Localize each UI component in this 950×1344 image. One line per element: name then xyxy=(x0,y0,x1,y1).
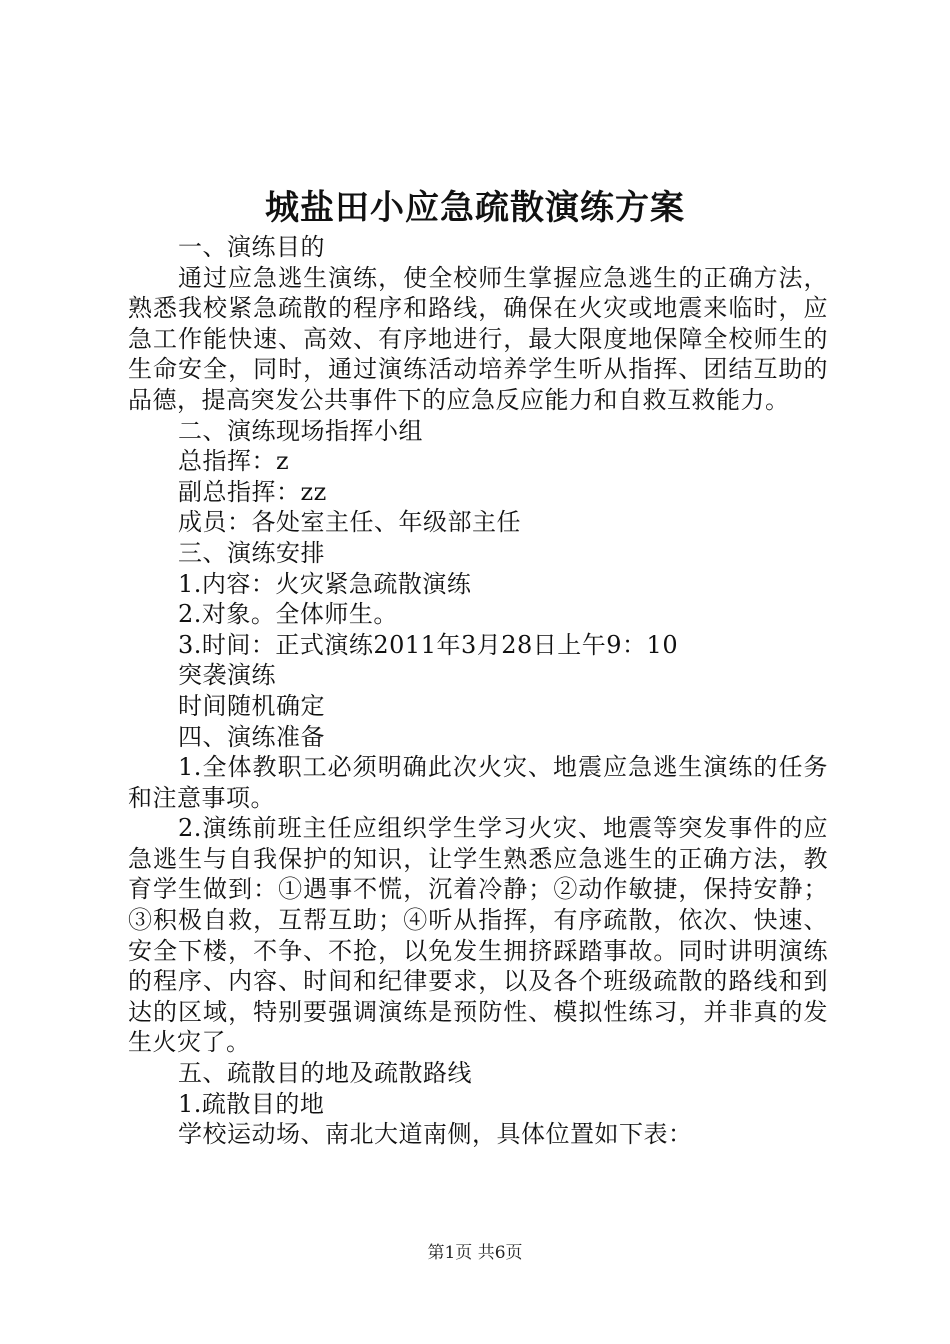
commander-line: 总指挥：z xyxy=(178,447,290,476)
destination-text: 学校运动场、南北大道南侧，具体位置如下表： xyxy=(178,1120,693,1149)
arrangement-content: 1.内容：火灾紧急疏散演练 xyxy=(178,569,472,598)
section-heading-5: 五、疏散目的地及疏散路线 xyxy=(178,1059,472,1088)
deputy-commander-line: 副总指挥：zz xyxy=(178,477,327,506)
section-heading-1: 一、演练目的 xyxy=(178,233,325,261)
page-footer: 第1页 共6页 xyxy=(427,1243,523,1263)
arrangement-target: 2.对象。全体师生。 xyxy=(178,600,398,629)
section-heading-4: 四、演练准备 xyxy=(178,722,325,751)
document-title: 城盐田小应急疏散演练方案 xyxy=(265,188,685,228)
section-heading-3: 三、演练安排 xyxy=(178,538,325,567)
preparation-item-1: 1.全体教职工必须明确此次火灾、地震应急逃生演练的任务和注意事项。 xyxy=(128,753,828,812)
section-heading-2: 二、演练现场指挥小组 xyxy=(178,416,423,445)
destination-heading: 1.疏散目的地 xyxy=(178,1089,325,1118)
arrangement-time: 3.时间：正式演练2011年3月28日上午9：10 xyxy=(178,630,679,659)
random-time-line: 时间随机确定 xyxy=(178,691,325,720)
members-line: 成员：各处室主任、年级部主任 xyxy=(178,508,521,537)
document-body xyxy=(128,232,828,1150)
paragraph-purpose: 通过应急逃生演练，使全校师生掌握应急逃生的正确方法，熟悉我校紧急疏散的程序和路线，确保在火灾或地震来临时，应急工作能快速、高效、有序地进行，最大限度地保障全校师生的生命安全，同时，通过演练活动培养学生听从指挥、团结互助的品德，提高突发公共事件下的应急反应能力和自救互救能力。 xyxy=(128,263,828,414)
preparation-item-2: 2.演练前班主任应组织学生学习火灾、地震等突发事件的应急逃生与自我保护的知识，让学生熟悉应急逃生的正确方法，教育学生做到：①遇事不慌，沉着冷静；②动作敏捷，保持安静；③积极自救，互帮互助；④听从指挥，有序疏散，依次、快速、安全下楼，不争、不抢，以免发生拥挤踩踏事故。同时讲明演练的程序、内容、时间和纪律要求，以及各个班级疏散的路线和到达的区域，特别要强调演练是预防性、模拟性练习，并非真的发生火灾了。 xyxy=(128,814,828,1057)
surprise-drill-line: 突袭演练 xyxy=(178,661,276,690)
